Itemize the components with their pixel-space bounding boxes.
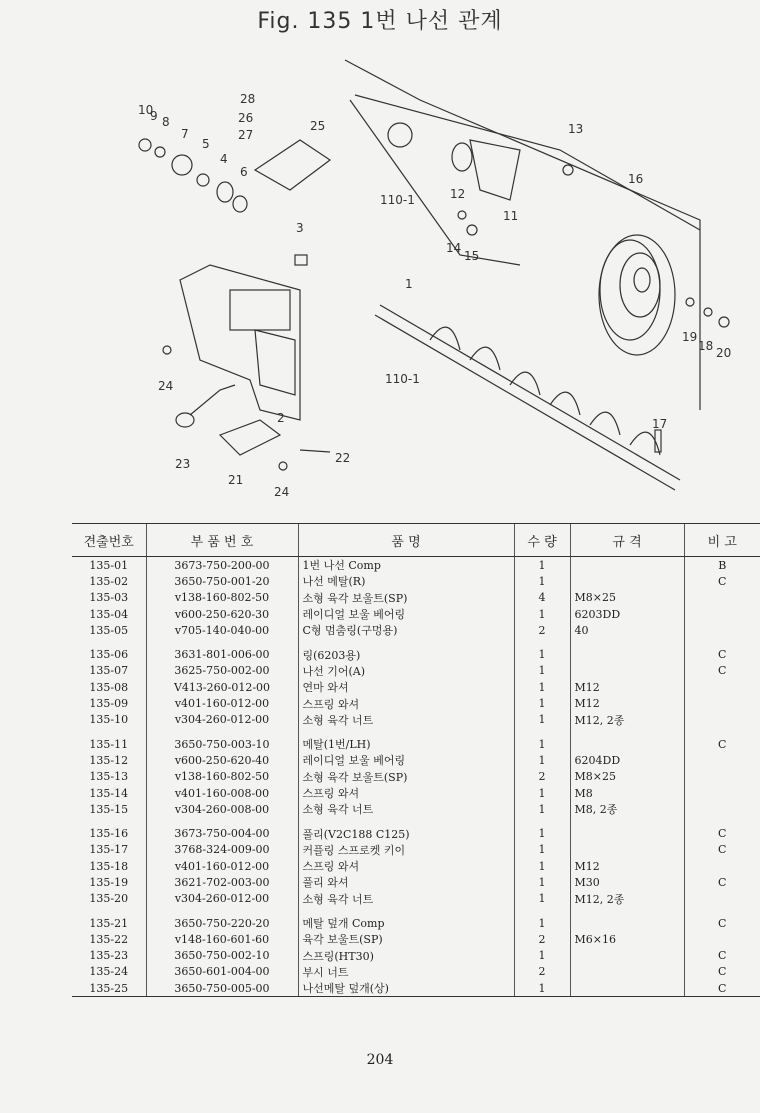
column-header: 견출번호 (72, 524, 146, 557)
table-row (72, 907, 760, 931)
table-cell: 2 (514, 622, 570, 638)
table-cell: 3631-801-006-00 (146, 638, 298, 662)
table-cell (570, 907, 684, 931)
table-cell: 레이디얼 보울 베어링 (298, 606, 514, 622)
callout-label: 18 (698, 339, 714, 353)
callout-label: 22 (335, 451, 351, 465)
table-cell (570, 948, 684, 964)
table-row (72, 931, 760, 947)
table-cell (684, 622, 760, 638)
table-cell: 3621-702-003-00 (146, 874, 298, 890)
table-cell: 135-09 (89, 697, 129, 711)
table-cell: C (684, 663, 760, 679)
table-cell: 135-23 (89, 949, 129, 963)
table-cell: 소형 육각 너트 (298, 891, 514, 907)
table-cell: M12 (570, 858, 684, 874)
table-cell: 스프링 와셔 (298, 695, 514, 711)
table-cell: C (684, 728, 760, 752)
column-header: 규 격 (570, 524, 684, 557)
table-cell: 풀리 와셔 (298, 874, 514, 890)
table-cell: v304-260-012-00 (146, 712, 298, 728)
table-cell: 메탈(1번/LH) (298, 728, 514, 752)
callout-label: 24 (274, 485, 290, 499)
table-cell: 나선 기어(A) (298, 663, 514, 679)
table-cell: 1 (514, 842, 570, 858)
table-row (72, 801, 760, 817)
table-row (72, 663, 760, 679)
column-header: 부 품 번 호 (146, 524, 298, 557)
callout-label: 2 (277, 411, 285, 425)
table-cell: M12, 2종 (570, 891, 684, 907)
table-cell: 135-20 (89, 892, 129, 906)
table-cell (684, 752, 760, 768)
callout-label: 11 (503, 209, 519, 223)
table-cell: 2 (514, 769, 570, 785)
table-cell (684, 891, 760, 907)
table-cell: M8 (570, 785, 684, 801)
table-cell (684, 769, 760, 785)
table-header-row (72, 524, 760, 557)
parts-list-table (72, 523, 760, 997)
callout-label: 10 (138, 103, 154, 117)
table-row (72, 769, 760, 785)
table-cell (684, 712, 760, 728)
table-cell: v148-160-601-60 (146, 931, 298, 947)
table-cell: C (684, 964, 760, 980)
table-row (72, 980, 760, 997)
callout-label: 9 (150, 109, 158, 123)
table-cell (570, 964, 684, 980)
table-cell: 소형 육각 너트 (298, 801, 514, 817)
table-cell: 6204DD (570, 752, 684, 768)
callout-label: 7 (181, 127, 189, 141)
table-row (72, 964, 760, 980)
table-cell: 나선메탈 덮개(상) (298, 980, 514, 997)
table-cell: 135-13 (89, 770, 129, 784)
table-row (72, 712, 760, 728)
table-cell: v600-250-620-30 (146, 606, 298, 622)
table-cell: 3650-750-003-10 (146, 728, 298, 752)
table-row (72, 728, 760, 752)
table-cell: 1 (514, 679, 570, 695)
table-cell: 소형 육각 보울트(SP) (298, 590, 514, 606)
table-cell: 1 (514, 606, 570, 622)
table-cell: 1 (514, 695, 570, 711)
table-cell: 3650-750-002-10 (146, 948, 298, 964)
table-cell: 135-02 (89, 574, 129, 588)
column-header: 수 량 (514, 524, 570, 557)
table-cell: 1 (514, 557, 570, 574)
table-cell: v401-160-012-00 (146, 858, 298, 874)
callout-label: 110-1 (385, 372, 420, 386)
table-row (72, 817, 760, 841)
table-cell: v138-160-802-50 (146, 590, 298, 606)
table-cell: v304-260-012-00 (146, 891, 298, 907)
table-cell: 3673-750-004-00 (146, 817, 298, 841)
table-row (72, 590, 760, 606)
table-cell: 1 (514, 817, 570, 841)
table-cell: 1 (514, 948, 570, 964)
callout-label: 17 (652, 417, 668, 431)
table-cell: 135-22 (89, 932, 129, 946)
table-cell: 135-06 (89, 648, 129, 662)
table-cell: 풀리(V2C188 C125) (298, 817, 514, 841)
callout-label: 4 (220, 152, 228, 166)
table-cell: 부시 너트 (298, 964, 514, 980)
table-cell: 소형 육각 보울트(SP) (298, 769, 514, 785)
callout-label: 19 (682, 330, 698, 344)
table-row (72, 842, 760, 858)
table-cell (684, 695, 760, 711)
table-cell (684, 785, 760, 801)
table-cell: 1 (514, 874, 570, 890)
table-cell: 135-15 (89, 802, 129, 816)
table-row (72, 557, 760, 574)
table-row (72, 785, 760, 801)
table-cell: 메탈 덮개 Comp (298, 907, 514, 931)
table-cell: M8×25 (570, 590, 684, 606)
table-cell: v401-160-012-00 (146, 695, 298, 711)
callout-label: 25 (310, 119, 326, 133)
table-cell: 40 (570, 622, 684, 638)
table-cell: 1 (514, 891, 570, 907)
table-cell (684, 606, 760, 622)
callout-label: 20 (716, 346, 732, 360)
table-row (72, 622, 760, 638)
table-cell: 1 (514, 573, 570, 589)
table-row (72, 606, 760, 622)
table-cell (684, 858, 760, 874)
callout-label: 24 (158, 379, 174, 393)
table-cell: M6×16 (570, 931, 684, 947)
callout-label: 6 (240, 165, 248, 179)
table-cell: 커플링 스프로켓 키이 (298, 842, 514, 858)
table-cell: 레이디얼 보울 베어링 (298, 752, 514, 768)
table-cell: C (684, 817, 760, 841)
table-cell: 1 (514, 785, 570, 801)
callout-label: 1 (405, 277, 413, 291)
table-cell: 1 (514, 907, 570, 931)
table-cell: M12, 2종 (570, 712, 684, 728)
table-cell (684, 679, 760, 695)
column-header: 품 명 (298, 524, 514, 557)
table-cell (684, 801, 760, 817)
callout-label: 21 (228, 473, 244, 487)
callout-label: 5 (202, 137, 210, 151)
table-row (72, 874, 760, 890)
table-cell (570, 817, 684, 841)
callout-label: 23 (175, 457, 191, 471)
callout-label: 16 (628, 172, 644, 186)
table-cell: C (684, 907, 760, 931)
table-row (72, 679, 760, 695)
callout-label: 8 (162, 115, 170, 129)
table-cell: 스프링 와셔 (298, 858, 514, 874)
table-cell: 135-25 (72, 980, 146, 997)
table-cell: v600-250-620-40 (146, 752, 298, 768)
table-cell: 3625-750-002-00 (146, 663, 298, 679)
table-cell: B (684, 557, 760, 574)
table-cell: 135-18 (89, 859, 129, 873)
table-cell: 135-10 (89, 713, 129, 727)
figure-title: Fig. 135 1번 나선 관계 (257, 9, 503, 34)
table-cell: v705-140-040-00 (146, 622, 298, 638)
callout-label: 110-1 (380, 193, 415, 207)
table-cell: 2 (514, 931, 570, 947)
table-cell: 135-03 (89, 591, 129, 605)
table-cell: v304-260-008-00 (146, 801, 298, 817)
table-cell: V413-260-012-00 (146, 679, 298, 695)
table-cell: 135-17 (89, 843, 129, 857)
column-header: 비 고 (684, 524, 760, 557)
table-cell: 연마 와셔 (298, 679, 514, 695)
table-cell: C형 멈춤링(구멍용) (298, 622, 514, 638)
table-cell: 135-07 (89, 664, 129, 678)
callout-label: 15 (464, 249, 480, 263)
table-cell: 135-12 (89, 753, 129, 767)
table-cell: 3650-750-220-20 (146, 907, 298, 931)
table-cell: M30 (570, 874, 684, 890)
table-cell: 135-04 (89, 607, 129, 621)
page-number: 204 (366, 1052, 394, 1068)
table-cell: 나선 메탈(R) (298, 573, 514, 589)
exploded-parts-diagram (0, 40, 760, 510)
callout-label: 12 (450, 187, 466, 201)
table-cell (570, 557, 684, 574)
callout-label: 13 (568, 122, 584, 136)
table-row (72, 858, 760, 874)
table-cell: 135-16 (89, 827, 129, 841)
table-cell: 소형 육각 너트 (298, 712, 514, 728)
table-cell (570, 573, 684, 589)
table-cell: 3673-750-200-00 (146, 557, 298, 574)
table-cell: 135-01 (89, 558, 129, 572)
table-cell: 육각 보울트(SP) (298, 931, 514, 947)
callout-label: 14 (446, 241, 462, 255)
callout-label: 26 (238, 111, 254, 125)
table-cell: C (684, 980, 760, 997)
table-cell: 1 (514, 728, 570, 752)
table-cell: 3650-750-001-20 (146, 573, 298, 589)
table-cell: 135-19 (89, 875, 129, 889)
table-cell: C (684, 948, 760, 964)
table-cell: 1 (514, 858, 570, 874)
table-row (72, 573, 760, 589)
table-row (72, 752, 760, 768)
table-cell: M12 (570, 679, 684, 695)
table-row (72, 695, 760, 711)
table-cell: C (684, 573, 760, 589)
callout-label: 3 (296, 221, 304, 235)
table-cell: 135-05 (89, 623, 129, 637)
table-cell: 135-11 (89, 737, 129, 751)
table-cell: 135-08 (89, 680, 129, 694)
table-cell: 135-14 (89, 786, 129, 800)
table-cell: 4 (514, 590, 570, 606)
table-cell: 135-21 (89, 916, 129, 930)
table-row (72, 638, 760, 662)
callout-label: 28 (240, 92, 256, 106)
table-cell (570, 728, 684, 752)
table-row (72, 948, 760, 964)
table-cell: v138-160-802-50 (146, 769, 298, 785)
table-cell: v401-160-008-00 (146, 785, 298, 801)
table-cell: 135-24 (89, 965, 129, 979)
table-cell: 1 (514, 712, 570, 728)
table-cell (570, 842, 684, 858)
table-cell: 링(6203용) (298, 638, 514, 662)
table-cell: M12 (570, 695, 684, 711)
table-cell: 3650-750-005-00 (146, 980, 298, 997)
table-cell: M8×25 (570, 769, 684, 785)
table-cell: 스프링(HT30) (298, 948, 514, 964)
table-cell: 2 (514, 964, 570, 980)
table-cell: C (684, 638, 760, 662)
callout-label: 27 (238, 128, 254, 142)
table-cell (684, 590, 760, 606)
table-cell: C (684, 874, 760, 890)
table-cell: 1 (514, 663, 570, 679)
table-cell: 3650-601-004-00 (146, 964, 298, 980)
table-cell: 1 (514, 801, 570, 817)
table-cell: 3768-324-009-00 (146, 842, 298, 858)
table-cell: 1 (514, 980, 570, 997)
table-cell: 1 (514, 638, 570, 662)
table-cell: 1번 나선 Comp (298, 557, 514, 574)
table-cell (570, 663, 684, 679)
table-cell (570, 980, 684, 997)
table-cell: 스프링 와셔 (298, 785, 514, 801)
table-cell: M8, 2종 (570, 801, 684, 817)
table-cell: C (684, 842, 760, 858)
table-cell: 6203DD (570, 606, 684, 622)
table-cell: 1 (514, 752, 570, 768)
table-cell (684, 931, 760, 947)
table-cell (570, 638, 684, 662)
table-row (72, 891, 760, 907)
